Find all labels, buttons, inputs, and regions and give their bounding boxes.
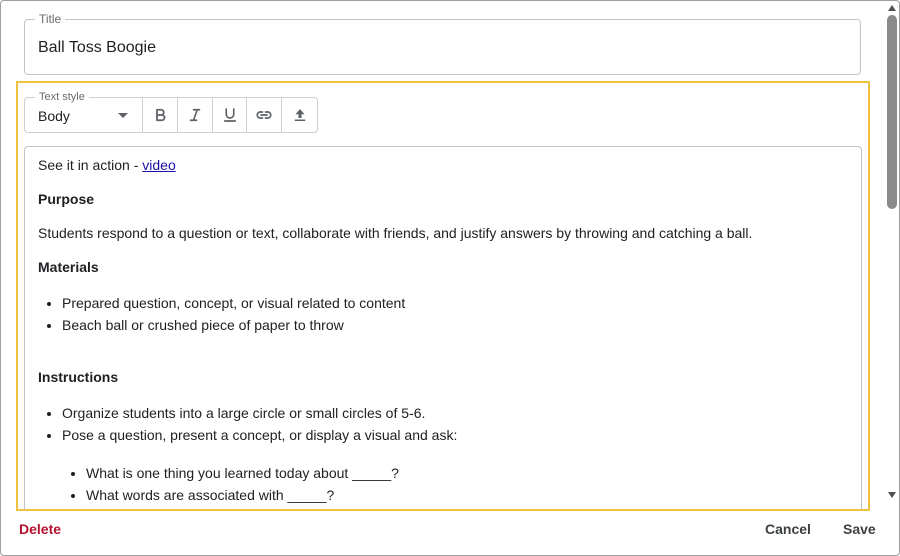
title-input[interactable]: Ball Toss Boogie (38, 39, 156, 56)
underline-icon (221, 106, 239, 124)
purpose-text: Students respond to a question or text, collaborate with friends, and justify answers by throwing and catching a ball. (38, 225, 753, 241)
purpose-heading: Purpose (38, 191, 95, 207)
italic-button[interactable] (178, 98, 213, 132)
editor-content (38, 156, 848, 506)
delete-button[interactable]: Delete (19, 521, 62, 537)
materials-list (38, 292, 848, 336)
list-item: • Prepared question, concept, or visual related to content (62, 292, 848, 314)
list-item: • Organize students into a large circle or small circles of 5-6. (62, 402, 848, 424)
list-item: • What is one thing you learned today about _____? (86, 462, 848, 484)
scroll-down-arrow-icon[interactable] (888, 492, 896, 498)
text-style-select[interactable] (25, 98, 143, 132)
list-item: • Beach ball or crushed piece of paper to throw (62, 314, 848, 336)
instructions-heading: Instructions (38, 369, 119, 385)
link-button[interactable] (247, 98, 282, 132)
scrollbar-thumb[interactable] (887, 15, 897, 209)
cancel-button[interactable]: Cancel (765, 521, 811, 537)
text-style-legend: Text style (35, 91, 89, 103)
chevron-down-icon (118, 113, 128, 118)
list-item: • Pose a question, present a concept, or display a visual and ask: (62, 424, 848, 446)
upload-icon (291, 106, 309, 124)
underline-button[interactable] (213, 98, 248, 132)
sub-instructions-list (38, 462, 848, 506)
intro-line (38, 156, 848, 174)
bold-button[interactable] (143, 98, 178, 132)
title-legend: Title (35, 12, 65, 26)
intro-text: See it in action - (38, 157, 143, 173)
list-item: • What words are associated with _____? (86, 484, 848, 506)
materials-heading: Materials (38, 259, 99, 275)
formatting-toolbar (24, 91, 318, 133)
save-button[interactable]: Save (843, 521, 876, 537)
title-field[interactable] (24, 12, 861, 75)
scroll-up-arrow-icon[interactable] (888, 5, 896, 11)
italic-icon (186, 106, 204, 124)
bold-icon (151, 106, 169, 124)
text-style-value: Body (38, 108, 70, 124)
upload-button[interactable] (282, 98, 317, 132)
rich-text-editor[interactable] (24, 146, 862, 510)
video-link[interactable]: video (142, 157, 176, 173)
link-icon (255, 106, 273, 124)
instructions-list (38, 402, 848, 446)
